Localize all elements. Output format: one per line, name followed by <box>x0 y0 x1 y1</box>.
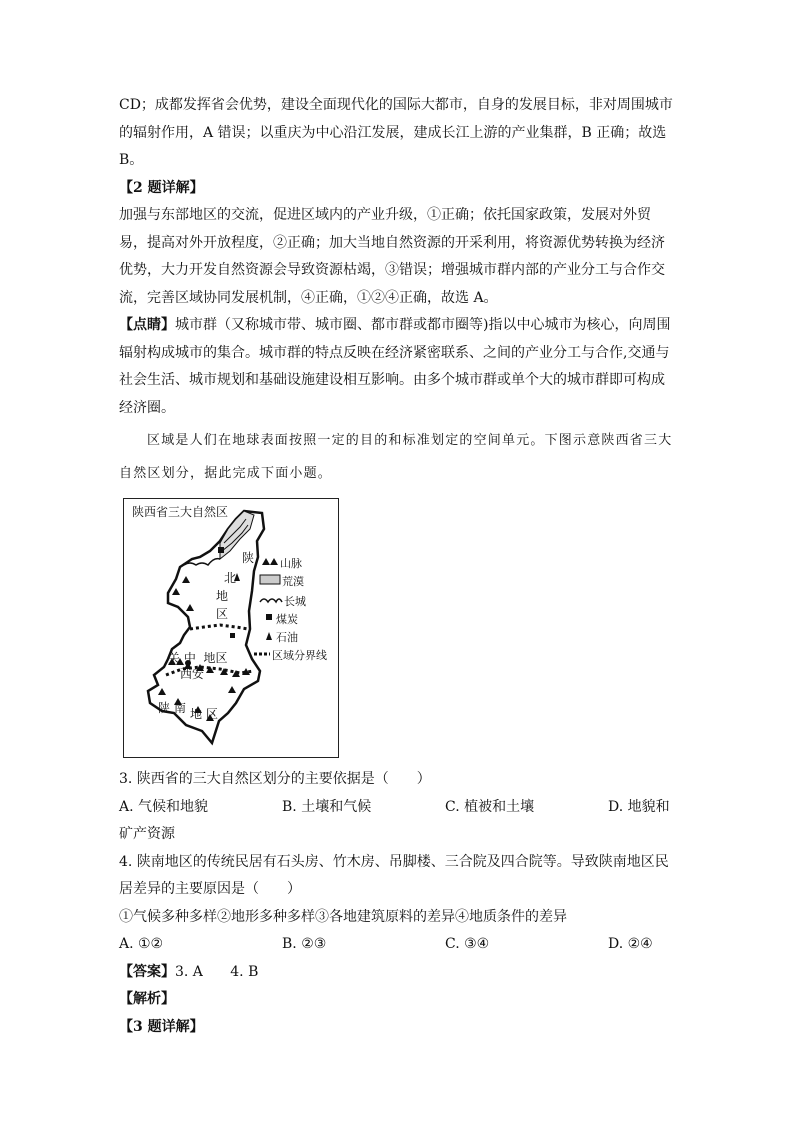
text-line: 加强与东部地区的交流，促进区域内的产业升级，①正确；依托国家政策，发展对外贸 <box>119 207 651 223</box>
option-c: C. ③④ <box>445 936 490 952</box>
text-line: 流，完善区域协同发展机制，④正确，①②④正确，故选 A。 <box>119 289 498 306</box>
map-label-south: 陕 <box>158 701 171 715</box>
analysis-heading: 【解析】 <box>119 991 175 1007</box>
option-a: A. ①② <box>119 936 164 952</box>
option-b: B. ②③ <box>282 936 327 952</box>
legend-coal: 煤炭 <box>276 613 298 626</box>
map-label-south: 区 <box>206 707 219 721</box>
map-label-north: 北 <box>224 571 237 585</box>
map-label-north: 地 <box>216 589 229 603</box>
map-label-guanzhong: 关 中 地区 <box>168 651 228 665</box>
section-heading: 【2 题详解】 <box>119 179 204 196</box>
option-c: C. 植被和土壤 <box>445 798 535 815</box>
text-line: 的辐射作用，A 错误；以重庆为中心沿江发展，建成长江上游的产业集群，B 正确；故选 <box>119 124 667 141</box>
shaanxi-map-figure <box>123 498 339 758</box>
option-d: D. ②④ <box>608 936 653 952</box>
legend-wall: 长城 <box>284 595 306 608</box>
text-line: B。 <box>119 152 144 168</box>
section-heading: 【3 题详解】 <box>119 1018 204 1035</box>
legend-boundary: 区域分界线 <box>272 649 327 662</box>
text-line: 优势，大力开发自然资源会导致资源枯竭，③错误；增强城市群内部的产业分工与合作交 <box>119 262 665 278</box>
legend-mountain: 山脉 <box>280 557 302 570</box>
legend-oil: 石油 <box>276 631 298 644</box>
text-line <box>119 312 679 340</box>
answer-line <box>119 959 679 987</box>
question-3-stem: 3. 陕西省的三大自然区划分的主要依据是（ ） <box>119 771 431 787</box>
text-line: 辐射构成城市的集合。城市群的特点反映在经济紧密联系、之间的产业分工与合作,交通与 <box>119 344 670 361</box>
option-d-continued: 矿产资源 <box>119 826 175 842</box>
province-map <box>124 499 338 757</box>
answer-text: 3. A 4. B <box>175 963 259 980</box>
text-line: 经济圈。 <box>119 399 175 416</box>
text-line: 社会生活、城市规划和基础设施建设相互影响。由多个城市群或单个大的城市群即可构成 <box>119 372 665 388</box>
answer-tag: 【答案】 <box>119 963 175 980</box>
option-a: A. 气候和地貌 <box>119 798 209 815</box>
text-line: 易，提高对外开放程度，②正确；加大当地自然资源的开采利用，将资源优势转换为经济 <box>119 234 665 251</box>
intro-line: 自然区划分，据此完成下面小题。 <box>119 466 333 481</box>
option-d: D. 地貌和 <box>608 798 670 815</box>
text-line: CD；成都发挥省会优势，建设全面现代化的国际大都市，自身的发展目标，非对周围城市 <box>119 97 673 113</box>
question-3-options <box>119 794 679 822</box>
map-label-south: 地 <box>190 707 203 721</box>
question-4-options <box>119 931 679 959</box>
question-4-items: ①气候多种多样②地形多种多样③各地建筑原料的差异④地质条件的差异 <box>119 908 567 925</box>
map-title: 陕西省三大自然区 <box>132 505 229 519</box>
map-label-south: 南 <box>174 701 187 715</box>
document-page <box>119 92 679 1041</box>
question-4-stem: 居差异的主要原因是（ ） <box>119 881 301 897</box>
map-label-xian: 西安 <box>180 667 205 681</box>
dianjing-tag: 【点睛】 <box>119 317 175 333</box>
question-4-stem: 4. 陕南地区的传统民居有石头房、竹木房、吊脚楼、三合院及四合院等。导致陕南地区民 <box>119 853 669 870</box>
map-label-north: 陕 <box>242 551 255 565</box>
intro-line: 区域是人们在地球表面按照一定的目的和标准划定的空间单元。下图示意陕西省三大 <box>147 433 673 448</box>
legend-desert: 荒漠 <box>282 575 304 588</box>
option-b: B. 土壤和气候 <box>282 798 372 815</box>
dianjing-text: 城市群（又称城市带、城市圈、都市群或都市圈等)指以中心城市为核心，向周围 <box>175 317 671 333</box>
map-label-north: 区 <box>216 607 229 621</box>
